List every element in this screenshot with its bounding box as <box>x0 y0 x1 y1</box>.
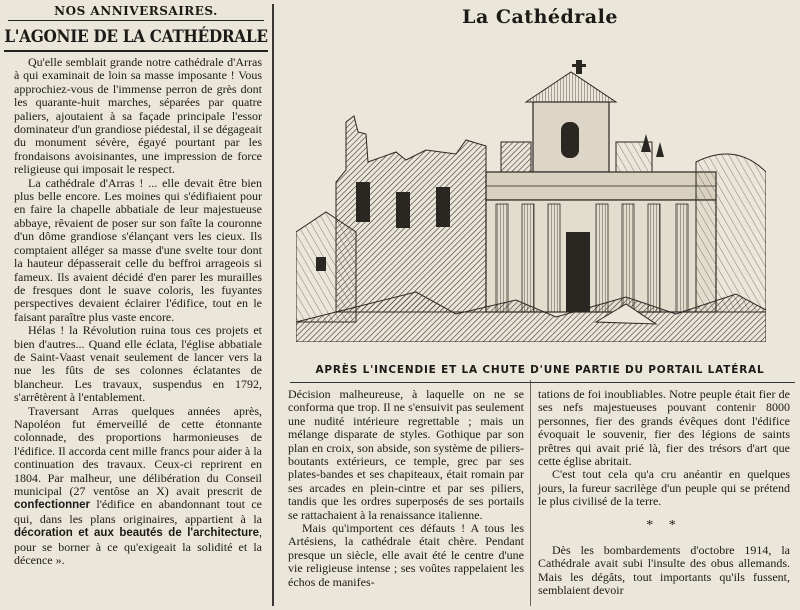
illustration-title: La Cathédrale <box>462 6 618 28</box>
section-kicker: NOS ANNIVERSAIRES. <box>8 4 264 21</box>
paragraph: Qu'elle semblait grande notre cathédrale d'Arras à qui examinait de loin sa masse imposante ! Vous approchiez-vous de l'immense perron de grès dont les quarante-huit marches, séparées par quatre paliers, ajoutaient à sa façade principale l'essor dominateur d'un grandiose piédestal, il se dégageait du monument sévère, égayé pourtant par les frondaisons avoisinantes, une impression de force religieuse qui imposait le respect. <box>14 55 262 177</box>
article-headline: L'AGONIE DE LA CATHÉDRALE <box>4 27 268 52</box>
paragraph: Traversant Arras quelques années après, Napoléon fut émerveillé de cette étonnante colonnade, des proportions harmonieuses de l'édifice. Il accorda cent mille francs pour aider à la continuation des travaux. Ceux-ci reprirent en 1804. Par malheur, une délibération du Conseil municipal (27 ventôse an X) avait prescrit de confectionner l'édifice en abandonnant tout ce qui, dans les plans originaires, appartient à la décoration et aux beautés de l'architecture, pour se borner à ce qu'exigeait la solidité et la décence ». <box>14 403 262 568</box>
caption-rule <box>290 382 795 383</box>
article-body <box>262 388 528 589</box>
paragraph: Décision malheureuse, à laquelle on ne se conforma que trop. Il ne s'ensuivit pas seulement une nudité intérieure regrettable ; mais un mélange disparate de styles. Gothique par son plan en croix, son abside, son système de piliers-boutants extérieurs, ce temple, grec par ses plates-bandes et ses chapiteaux, était romain par ses arcades en plein-cintre et par ses piliers, tandis que les ordres superposés de ses portails se rattachaient à la renaissance italienne. <box>288 387 524 522</box>
illustration-caption: APRÈS L'INCENDIE ET LA CHUTE D'UNE PARTIE DU PORTAIL LATÉRAL <box>315 364 765 376</box>
paragraph: tations de foi inoubliables. Notre peuple était fier de ses nefs majestueuses pouvant contenir 8000 personnes, fier des grands évêques dont l'édifice évoquait le souvenir, fier des légions de saints prêtres qui avait prié là, fier des trésors d'art que cette église abritait. <box>538 387 790 469</box>
right-column <box>532 388 794 598</box>
article-body <box>532 388 794 598</box>
paragraph: Dès les bombardements d'octobre 1914, la Cathédrale avait subi l'insulte des obus allemands. Mais les dégâts, tout importants qu'ils fussent, semblaient devoir <box>538 543 790 598</box>
middle-column <box>262 388 528 589</box>
paragraph: La cathédrale d'Arras ! ... elle devait être bien plus belle encore. Les moines qui s'édifiaient pour en faire la chapelle abbatiale de leur majestueuse abbaye, rêvaient de poser sur son faîte la couronne d'un dôme grandiose s'élançant vers les cieux. Ils comptaient alléger sa masse d'une svelte tour dont la hauteur dépasserait celle du beffroi arrageois si fameux. Ils avaient décidé d'en parer les murailles de fresques dont le suave coloris, les fuyantes perspectives devaient éclairer l'édifice, tout en le faisant paraître plus vaste encore. <box>14 175 262 324</box>
article-body <box>4 56 268 567</box>
left-column <box>4 0 268 567</box>
paragraph: Hélas ! la Révolution ruina tous ces projets et bien d'autres... Quand elle éclata, l'église abbatiale de Saint-Vaast venait seulement de lancer vers la nue les fûts de ses colonnes éclatantes de blancheur. Les travaux, suspendus en 1792, s'arrêtèrent à l'entablement. <box>14 323 262 405</box>
cathedral-engraving <box>296 42 766 342</box>
paragraph: Mais qu'importent ces défauts ! A tous les Artésiens, la cathédrale était chère. Pendant presque un siècle, elle avait été le centre d'une vie religieuse intense ; ses voûtes rappelaient les échos de manifes- <box>288 521 524 589</box>
column-rule <box>530 380 531 606</box>
paragraph: C'est tout cela qu'a cru anéantir en quelques jours, la fureur sacrilège d'un peuple qui se prétend le plus civilisé de la terre. <box>538 467 790 509</box>
section-separator: * * <box>646 517 682 533</box>
